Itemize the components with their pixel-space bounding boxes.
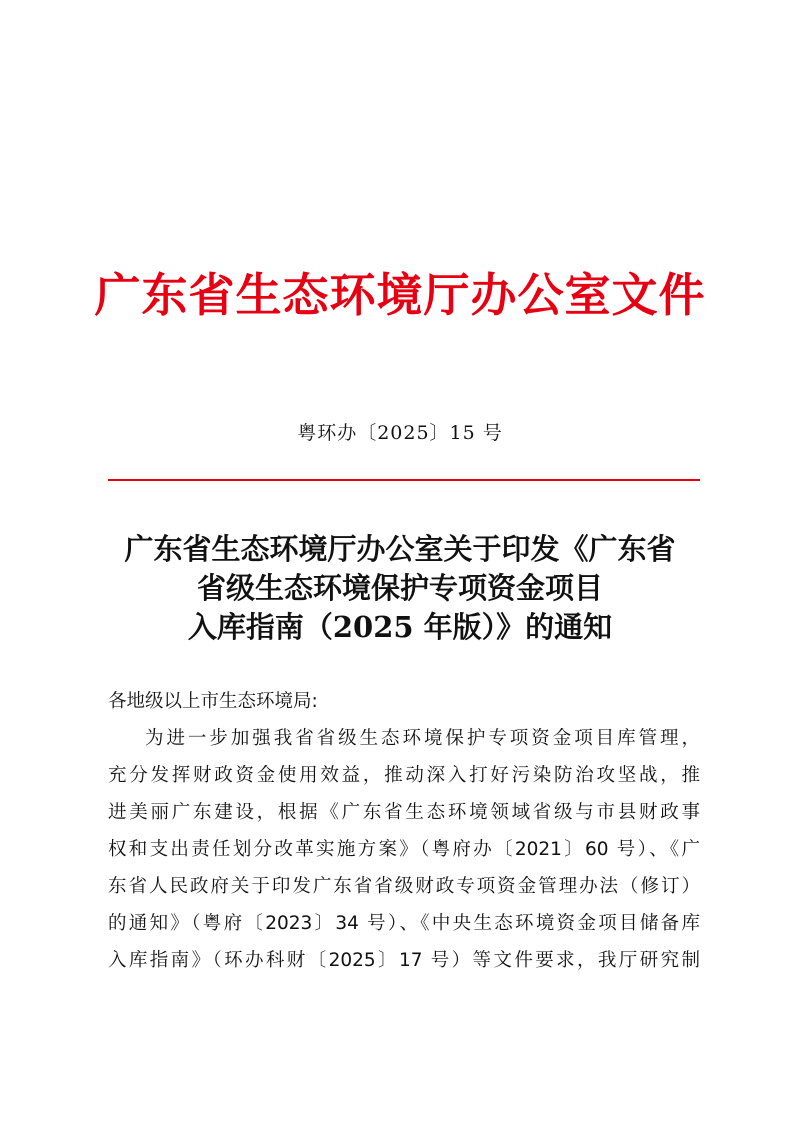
document-number: 粤环办〔2025〕15 号 [297, 422, 503, 444]
document-title [80, 530, 720, 647]
paragraph-line: 的通知》（粤府〔2023〕34 号）、《中央生态环境资金项目储备库 [108, 913, 700, 934]
title-line: 广东省生态环境厅办公室关于印发《广东省 [124, 532, 676, 566]
paragraph-line: 入库指南》（环办科财〔2025〕17 号）等文件要求，我厅研究制 [108, 950, 700, 971]
title-line: 省级生态环境保护专项资金项目 [196, 571, 603, 605]
paragraph-line: 东省人民政府关于印发广东省省级财政专项资金管理办法（修订） [108, 876, 700, 897]
paragraph-line: 充分发挥财政资金使用效益，推动深入打好污染防治攻坚战，推 [108, 765, 700, 786]
salutation: 各地级以上市生态环境局: [108, 691, 318, 712]
title-line: 入库指南（2025 年版）》的通知 [187, 610, 613, 644]
paragraph-line: 为进一步加强我省省级生态环境保护专项资金项目库管理， [145, 728, 700, 749]
red-separator-line [108, 479, 700, 481]
document-masthead: 广东省生态环境厅办公室文件 [94, 268, 706, 322]
paragraph-line: 权和支出责任划分改革实施方案》（粤府办〔2021〕60 号）、《广 [108, 839, 700, 860]
document-body [108, 683, 700, 979]
paragraph-line: 进美丽广东建设，根据《广东省生态环境领域省级与市县财政事 [108, 802, 700, 823]
